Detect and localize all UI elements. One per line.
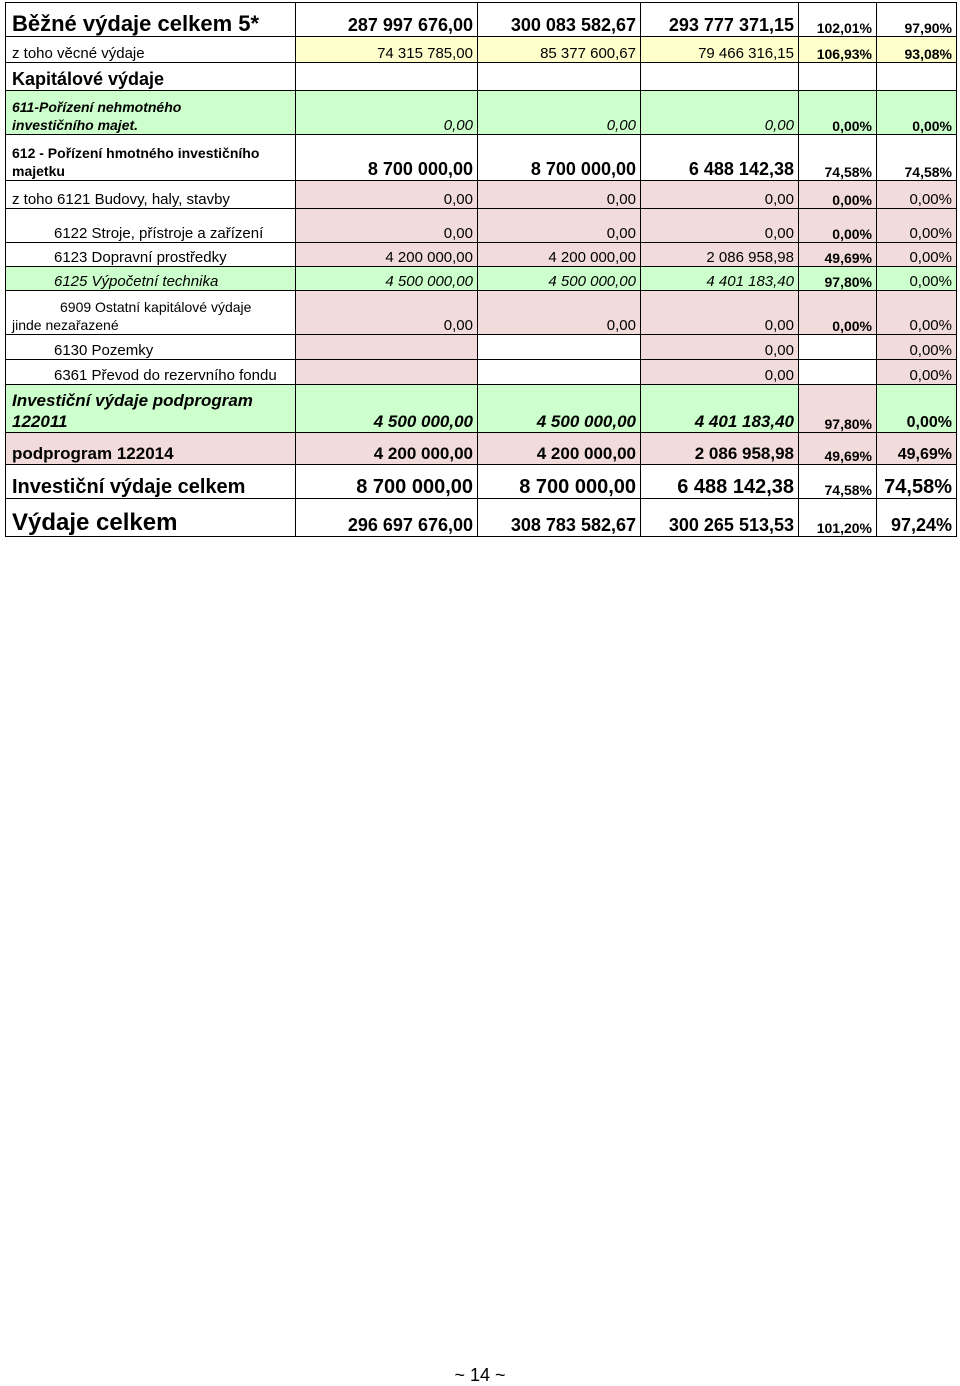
table-row [6, 433, 957, 465]
cell-value: 4 500 000,00 [296, 385, 478, 433]
cell-value: 287 997 676,00 [296, 3, 478, 37]
table-row [6, 3, 957, 37]
row-label: Výdaje celkem [6, 499, 296, 537]
row-label: z toho věcné výdaje [6, 37, 296, 63]
table-row [6, 360, 957, 385]
table-row [6, 499, 957, 537]
row-label-line2: majetku [12, 162, 65, 179]
cell-percent: 102,01% [799, 3, 877, 37]
cell-percent: 0,00% [799, 181, 877, 209]
cell-value: 0,00 [641, 291, 799, 335]
cell-percent: 106,93% [799, 37, 877, 63]
cell-value: 8 700 000,00 [296, 465, 478, 499]
row-label: 6122 Stroje, přístroje a zařízení [6, 209, 296, 243]
cell-value: 2 086 958,98 [641, 433, 799, 465]
empty-cell [296, 63, 478, 91]
cell-percent: 0,00% [877, 291, 957, 335]
cell-value: 4 401 183,40 [641, 267, 799, 291]
cell-value: 0,00 [296, 181, 478, 209]
empty-cell [799, 360, 877, 385]
cell-value: 0,00 [478, 181, 641, 209]
row-label: Investiční výdaje celkem [6, 465, 296, 499]
row-label-line1: Investiční výdaje podprogram [12, 390, 253, 410]
table-row [6, 181, 957, 209]
table-row [6, 267, 957, 291]
cell-value: 0,00 [641, 360, 799, 385]
cell-percent: 49,69% [877, 433, 957, 465]
cell-percent: 74,58% [799, 465, 877, 499]
cell-percent: 0,00% [877, 335, 957, 360]
cell-percent: 0,00% [877, 243, 957, 267]
empty-cell [478, 335, 641, 360]
table-row [6, 335, 957, 360]
cell-value: 6 488 142,38 [641, 465, 799, 499]
cell-value: 79 466 316,15 [641, 37, 799, 63]
cell-value: 293 777 371,15 [641, 3, 799, 37]
cell-percent: 74,58% [877, 465, 957, 499]
cell-percent: 101,20% [799, 499, 877, 537]
empty-cell [296, 335, 478, 360]
cell-percent: 49,69% [799, 243, 877, 267]
table-row [6, 135, 957, 181]
cell-percent: 0,00% [877, 181, 957, 209]
cell-percent: 0,00% [799, 291, 877, 335]
row-label-line2: jinde nezařazené [12, 316, 119, 333]
row-label [6, 385, 296, 433]
cell-percent: 97,90% [877, 3, 957, 37]
cell-value: 0,00 [296, 209, 478, 243]
row-label [6, 91, 296, 135]
row-label-line1: 611-Pořízení nehmotného [12, 99, 182, 115]
cell-percent: 74,58% [877, 135, 957, 181]
empty-cell [296, 360, 478, 385]
cell-value: 8 700 000,00 [478, 465, 641, 499]
empty-cell [478, 63, 641, 91]
cell-value: 300 265 513,53 [641, 499, 799, 537]
cell-percent: 97,80% [799, 267, 877, 291]
cell-percent: 0,00% [877, 267, 957, 291]
table-row [6, 91, 957, 135]
empty-cell [799, 335, 877, 360]
section-heading: Kapitálové výdaje [6, 63, 296, 91]
cell-percent: 0,00% [799, 91, 877, 135]
row-label-line1: 6909 Ostatní kapitálové výdaje [60, 299, 252, 315]
table-row [6, 37, 957, 63]
cell-value: 8 700 000,00 [296, 135, 478, 181]
cell-value: 300 083 582,67 [478, 3, 641, 37]
cell-value: 0,00 [478, 91, 641, 135]
row-label: 6123 Dopravní prostředky [6, 243, 296, 267]
row-label: 6125 Výpočetní technika [6, 267, 296, 291]
cell-value: 4 500 000,00 [478, 385, 641, 433]
cell-percent: 0,00% [877, 91, 957, 135]
cell-percent: 49,69% [799, 433, 877, 465]
cell-percent: 74,58% [799, 135, 877, 181]
table-row [6, 209, 957, 243]
table-row [6, 291, 957, 335]
cell-value: 4 401 183,40 [641, 385, 799, 433]
cell-value: 0,00 [641, 91, 799, 135]
cell-value: 0,00 [478, 209, 641, 243]
cell-value: 4 500 000,00 [478, 267, 641, 291]
empty-cell [799, 63, 877, 91]
cell-value: 308 783 582,67 [478, 499, 641, 537]
cell-value: 2 086 958,98 [641, 243, 799, 267]
cell-value: 0,00 [641, 335, 799, 360]
row-label: Běžné výdaje celkem 5* [6, 3, 296, 37]
cell-value: 85 377 600,67 [478, 37, 641, 63]
row-label: 6361 Převod do rezervního fondu [6, 360, 296, 385]
cell-percent: 93,08% [877, 37, 957, 63]
cell-percent: 0,00% [877, 360, 957, 385]
row-label-line1: 612 - Pořízení hmotného investičního [12, 145, 260, 161]
cell-value: 8 700 000,00 [478, 135, 641, 181]
cell-percent: 0,00% [877, 209, 957, 243]
page-number: ~ 14 ~ [454, 1365, 506, 1385]
row-label: 6130 Pozemky [6, 335, 296, 360]
cell-percent: 97,24% [877, 499, 957, 537]
cell-value: 0,00 [296, 291, 478, 335]
table-row [6, 243, 957, 267]
empty-cell [478, 360, 641, 385]
row-label [6, 135, 296, 181]
cell-value: 4 200 000,00 [478, 433, 641, 465]
table-row [6, 385, 957, 433]
cell-value: 4 200 000,00 [478, 243, 641, 267]
cell-value: 4 500 000,00 [296, 267, 478, 291]
cell-value: 6 488 142,38 [641, 135, 799, 181]
row-label: z toho 6121 Budovy, haly, stavby [6, 181, 296, 209]
table-row [6, 63, 957, 91]
cell-value: 0,00 [296, 91, 478, 135]
cell-value: 0,00 [478, 291, 641, 335]
empty-cell [641, 63, 799, 91]
empty-cell [877, 63, 957, 91]
table-row [6, 465, 957, 499]
cell-percent: 0,00% [799, 209, 877, 243]
cell-value: 296 697 676,00 [296, 499, 478, 537]
cell-percent: 97,80% [799, 385, 877, 433]
cell-value: 0,00 [641, 181, 799, 209]
row-label-line2: investičního majet. [12, 116, 139, 133]
row-label-line2: 122011 [12, 411, 68, 431]
cell-value: 4 200 000,00 [296, 433, 478, 465]
budget-table [5, 2, 957, 537]
cell-value: 74 315 785,00 [296, 37, 478, 63]
cell-percent: 0,00% [877, 385, 957, 433]
row-label: podprogram 122014 [6, 433, 296, 465]
cell-value: 4 200 000,00 [296, 243, 478, 267]
cell-value: 0,00 [641, 209, 799, 243]
row-label [6, 291, 296, 335]
